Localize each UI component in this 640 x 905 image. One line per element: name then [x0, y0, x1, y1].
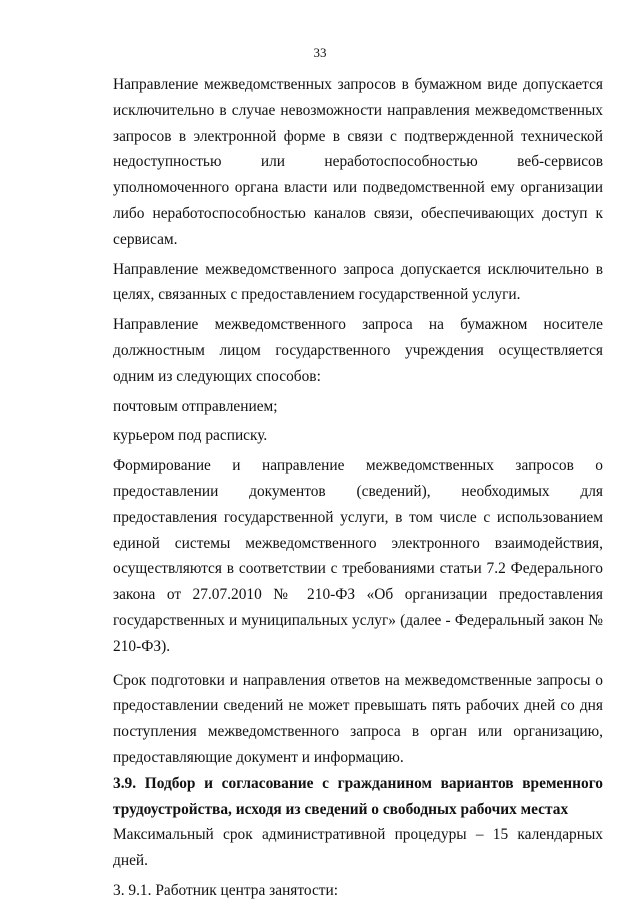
- list-item-postal: почтовым отправлением;: [113, 397, 278, 415]
- paragraph-request-purpose: Направление межведомственного запроса допускается исключительно в целях, связанных с предоставлением государственной услуги.: [113, 260, 603, 304]
- paragraph-paper-delivery-methods: Направление межведомственного запроса на бумажном носителе должностным лицом государственного учреждения осуществляется одним из следующих способов:: [113, 316, 603, 385]
- paragraph-response-deadline: Срок подготовки и направления ответов на межведомственные запросы о предоставлении сведений не может превышать пять рабочих дней со дня поступления межведомственного запроса в орган или организацию, предоставляющие документ и информацию.: [113, 671, 603, 766]
- paragraph-max-duration: Максимальный срок административной процедуры – 15 календарных дней.: [113, 826, 603, 870]
- paragraph-request-formation: Формирование и направление межведомственных запросов о предоставлении документов (сведений), необходимых для предоставления государственной услуги, в том числе с использованием единой системы межведомственного электронного взаимодействия, осуществляются в соответствии с требованиями статьи 7.2 Федерального закона от 27.07.2010 № 210-ФЗ «Об организации предоставления государственных и муниципальных услуг» (далее - Федеральный закон № 210-ФЗ).: [113, 457, 603, 655]
- paragraph-paper-requests: Направление межведомственных запросов в бумажном виде допускается исключительно в случае невозможности направления межведомственных запросов в электронной форме в связи с подтвержденной технической недоступностью или неработоспособностью веб-сервисов уполномоченного органа власти или подведомственной ему организации либо неработоспособностью каналов связи, обеспечивающих доступ к сервисам.: [113, 76, 603, 248]
- paragraph-subsection-3-9-1: 3. 9.1. Работник центра занятости:: [113, 881, 339, 899]
- list-item-courier: курьером под расписку.: [113, 427, 268, 445]
- document-body: [113, 72, 603, 904]
- page-number: 33: [313, 45, 327, 60]
- section-heading: 3.9. Подбор и согласование с гражданином вариантов временного трудоустройства, исходя из сведений о свободных рабочих местах: [113, 774, 603, 818]
